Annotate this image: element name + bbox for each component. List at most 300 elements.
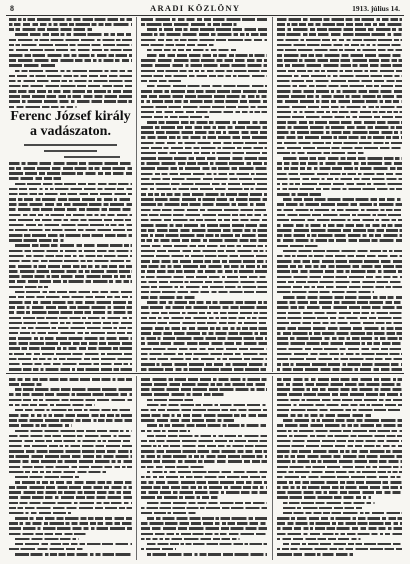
text-line [141, 327, 267, 330]
text-line [283, 157, 402, 160]
text-line [141, 198, 267, 201]
text-line [141, 95, 267, 98]
text-line [9, 450, 132, 453]
text-line [141, 496, 218, 499]
text-line [141, 286, 267, 289]
text-line [15, 33, 132, 36]
text-line [283, 198, 402, 201]
text-line [277, 64, 402, 67]
text-line [9, 203, 132, 206]
column-1-article-text [9, 162, 132, 373]
text-line [277, 440, 402, 443]
text-line [277, 476, 402, 479]
text-line [141, 430, 190, 433]
text-line [141, 276, 267, 279]
text-line [141, 368, 267, 371]
text-line [277, 54, 402, 57]
text-line [9, 358, 132, 361]
text-line [141, 203, 267, 206]
text-line [277, 214, 402, 217]
text-line [141, 183, 267, 186]
column-3-text [277, 18, 402, 373]
text-line [277, 162, 402, 165]
text-line [9, 44, 132, 47]
text-line [277, 496, 371, 499]
text-line [141, 460, 267, 463]
text-line [9, 533, 86, 536]
text-line [141, 131, 267, 134]
column-rule [272, 17, 273, 372]
text-line [9, 368, 132, 371]
text-line [9, 317, 132, 320]
article-headline-line-2: a vadászaton. [30, 124, 111, 139]
text-line [141, 250, 267, 253]
text-line [141, 414, 267, 417]
text-line [277, 337, 402, 340]
text-line [277, 224, 402, 227]
text-line [277, 322, 402, 325]
text-line [9, 491, 132, 494]
text-line [277, 18, 402, 21]
text-line [9, 265, 132, 268]
text-line [277, 332, 402, 335]
text-line [141, 332, 267, 335]
text-line [147, 85, 267, 88]
text-line [141, 337, 267, 340]
text-line [141, 136, 267, 139]
text-line [141, 70, 267, 73]
text-line [277, 517, 402, 520]
text-line [277, 348, 402, 351]
text-line [141, 260, 267, 263]
text-line [277, 33, 402, 36]
text-line [141, 116, 210, 119]
text-line [9, 193, 132, 196]
text-line [141, 106, 267, 109]
text-line [141, 147, 267, 150]
text-line [277, 209, 402, 212]
text-line [277, 59, 402, 62]
text-line [141, 80, 181, 83]
article-subtitle-line [24, 144, 117, 146]
text-line [147, 399, 193, 402]
text-line [277, 85, 402, 88]
text-line [141, 214, 267, 217]
text-line [277, 111, 402, 114]
text-line [277, 106, 402, 109]
header-rule [6, 15, 404, 16]
text-line [141, 522, 267, 525]
lower-column-1-text [9, 378, 132, 558]
text-line [15, 543, 132, 546]
text-line [141, 229, 267, 232]
text-line [9, 23, 132, 26]
text-line [277, 388, 402, 391]
text-line [141, 393, 224, 396]
text-line [141, 33, 267, 36]
text-line [141, 188, 267, 191]
article-dateline [64, 156, 120, 158]
text-line [141, 224, 267, 227]
text-line [277, 188, 402, 191]
text-line [277, 312, 402, 315]
text-line [9, 353, 132, 356]
text-line [277, 353, 402, 356]
text-line [283, 296, 402, 299]
text-line [9, 378, 132, 381]
text-line [141, 322, 267, 325]
text-line [9, 399, 132, 402]
text-line [141, 64, 267, 67]
text-line [141, 440, 267, 443]
text-line [141, 538, 240, 541]
text-line [9, 512, 71, 515]
text-line [9, 460, 132, 463]
text-line [9, 347, 132, 350]
text-line [9, 90, 132, 93]
text-line [141, 59, 267, 62]
text-line [15, 553, 132, 556]
column-1-intro-text [9, 18, 132, 111]
text-line [9, 548, 83, 551]
text-line [9, 502, 132, 505]
text-line [9, 327, 132, 330]
article-byline [44, 150, 97, 152]
text-line [9, 440, 132, 443]
text-line [277, 533, 402, 536]
text-line [9, 239, 64, 242]
text-line [9, 337, 132, 340]
text-line [15, 517, 132, 520]
text-line [141, 209, 267, 212]
text-line [15, 476, 79, 479]
text-line [277, 229, 402, 232]
text-line [283, 543, 402, 546]
text-line [141, 312, 267, 315]
text-line [277, 183, 402, 186]
text-line [9, 527, 132, 530]
text-line [277, 363, 402, 366]
text-line [141, 363, 267, 366]
text-line [9, 172, 132, 175]
text-line [141, 142, 267, 145]
text-line [277, 430, 402, 433]
text-line [9, 435, 132, 438]
text-line [277, 95, 402, 98]
text-line [277, 460, 402, 463]
text-line [9, 286, 48, 289]
text-line [277, 193, 321, 196]
text-line [9, 322, 132, 325]
text-line [9, 177, 61, 180]
text-line [277, 116, 402, 119]
text-line [277, 306, 402, 309]
text-line [9, 250, 132, 253]
text-line [141, 476, 267, 479]
text-line [147, 404, 267, 407]
text-line [9, 85, 132, 88]
text-line [141, 450, 267, 453]
text-line [141, 481, 267, 484]
text-line [9, 75, 132, 78]
text-line [9, 59, 132, 62]
text-line [9, 275, 132, 278]
text-line [277, 481, 402, 484]
text-line [277, 291, 374, 294]
text-line [277, 255, 402, 258]
text-line [277, 327, 402, 330]
text-line [277, 90, 402, 93]
text-line [141, 245, 267, 248]
text-line [141, 100, 267, 103]
text-line [141, 388, 267, 391]
text-line [277, 445, 402, 448]
text-line [141, 75, 267, 78]
text-line [9, 39, 132, 42]
text-line [9, 471, 106, 474]
text-line [141, 162, 267, 165]
text-line [141, 239, 267, 242]
text-line [9, 393, 132, 396]
text-line [141, 378, 267, 381]
text-line [9, 332, 132, 335]
text-line [277, 383, 402, 386]
text-line [9, 311, 132, 314]
text-line [277, 178, 402, 181]
text-line [9, 466, 132, 469]
text-line [15, 70, 132, 73]
text-line [277, 286, 402, 289]
text-line [9, 208, 132, 211]
text-line [147, 435, 267, 438]
text-line [277, 49, 402, 52]
column-rule [272, 376, 273, 560]
text-line [9, 306, 132, 309]
text-line [277, 28, 402, 31]
text-line [141, 445, 267, 448]
text-line [277, 239, 402, 242]
text-line [141, 491, 267, 494]
text-line [9, 342, 132, 345]
text-line [141, 255, 267, 258]
text-line [277, 265, 402, 268]
text-line [141, 167, 267, 170]
text-line [141, 18, 267, 21]
text-line [9, 167, 132, 170]
text-line [277, 301, 402, 304]
text-line [277, 219, 402, 222]
text-line [277, 414, 373, 417]
text-line [277, 553, 353, 556]
text-line [15, 291, 132, 294]
text-line [141, 173, 267, 176]
text-line [9, 219, 132, 222]
text-line [9, 188, 132, 191]
text-line [9, 496, 132, 499]
text-line [141, 348, 267, 351]
text-line [277, 399, 402, 402]
text-line [141, 44, 214, 47]
text-line [141, 90, 267, 93]
text-line [141, 527, 267, 530]
text-line [9, 18, 132, 21]
text-line [277, 548, 402, 551]
text-line [277, 404, 402, 407]
text-line [141, 383, 267, 386]
text-line [141, 455, 267, 458]
text-line [277, 39, 402, 42]
text-line [277, 450, 402, 453]
text-line [141, 270, 267, 273]
text-line [9, 419, 132, 422]
text-line [141, 533, 267, 536]
lower-column-3-text [277, 378, 402, 558]
text-line [277, 203, 402, 206]
text-line [277, 466, 402, 469]
text-line [277, 23, 402, 26]
text-line [9, 280, 132, 283]
text-line [277, 424, 402, 427]
text-line [277, 471, 402, 474]
text-line [141, 23, 237, 26]
text-line [141, 193, 267, 196]
text-line [141, 342, 267, 345]
text-line [9, 383, 42, 386]
text-line [147, 517, 267, 520]
text-line [9, 486, 132, 489]
column-rule [136, 376, 137, 560]
text-line [277, 245, 318, 248]
issue-date: 1913. július 14. [352, 4, 400, 13]
text-line [277, 75, 402, 78]
text-line [277, 270, 402, 273]
text-line [9, 404, 95, 407]
text-line [141, 507, 267, 510]
text-line [15, 481, 132, 484]
text-line [147, 553, 267, 556]
text-line [283, 250, 402, 253]
text-line [9, 162, 132, 165]
text-line [277, 121, 402, 124]
text-line [277, 173, 402, 176]
text-line [9, 507, 132, 510]
text-line [277, 152, 364, 155]
text-line [141, 178, 267, 181]
text-line [9, 229, 132, 232]
text-line [277, 142, 402, 145]
text-line [277, 167, 402, 170]
text-line [9, 260, 132, 263]
text-line [147, 301, 267, 304]
text-line [9, 445, 132, 448]
text-line [277, 538, 361, 541]
text-line [147, 54, 267, 57]
text-line [9, 363, 132, 366]
text-line [277, 435, 402, 438]
text-line [9, 198, 132, 201]
text-line [277, 147, 402, 150]
text-line [9, 234, 132, 237]
text-line [277, 378, 402, 381]
text-line [277, 44, 402, 47]
text-line [277, 131, 402, 134]
text-line [277, 527, 402, 530]
text-line [147, 121, 267, 124]
text-line [283, 507, 362, 510]
newspaper-title: ARADI KÖZLÖNY [150, 3, 241, 13]
text-line [277, 136, 402, 139]
text-line [277, 358, 402, 361]
text-line [277, 276, 402, 279]
text-line [141, 157, 267, 160]
text-line [147, 543, 267, 546]
text-line [147, 471, 267, 474]
text-line [9, 95, 132, 98]
text-line [283, 419, 402, 422]
text-line [141, 291, 267, 294]
text-line [141, 419, 234, 422]
text-line [141, 152, 267, 155]
text-line [141, 39, 267, 42]
text-line [277, 234, 402, 237]
text-line [141, 317, 267, 320]
text-line [141, 486, 267, 489]
text-line [277, 455, 402, 458]
text-line [9, 424, 72, 427]
text-line [277, 317, 402, 320]
text-line [147, 49, 236, 52]
text-line [15, 538, 79, 541]
page-number: 8 [10, 4, 14, 13]
text-line [277, 486, 402, 489]
text-line [9, 522, 132, 525]
text-line [141, 281, 267, 284]
text-line [141, 126, 267, 129]
text-line [141, 111, 267, 114]
column-rule [136, 17, 137, 372]
text-line [277, 522, 402, 525]
text-line [277, 393, 402, 396]
text-line [9, 64, 57, 67]
text-line [277, 260, 402, 263]
text-line [141, 234, 267, 237]
text-line [277, 409, 402, 412]
text-line [9, 255, 132, 258]
text-line [15, 409, 132, 412]
text-line [283, 502, 375, 505]
text-line [9, 54, 132, 57]
text-line [147, 424, 267, 427]
text-line [147, 28, 267, 31]
text-line [9, 80, 132, 83]
text-line [9, 455, 132, 458]
text-line [9, 301, 132, 304]
text-line [277, 70, 402, 73]
text-line [9, 224, 132, 227]
text-line [141, 466, 204, 469]
text-line [277, 368, 402, 371]
text-line [277, 100, 402, 103]
text-line [141, 219, 267, 222]
text-line [9, 106, 77, 109]
text-line [141, 409, 267, 412]
text-line [9, 49, 132, 52]
text-line [9, 28, 92, 31]
lower-column-2-text [141, 378, 267, 558]
article-headline-line-1: Ferenc József király [10, 109, 131, 124]
text-line [141, 353, 267, 356]
text-line [15, 388, 132, 391]
